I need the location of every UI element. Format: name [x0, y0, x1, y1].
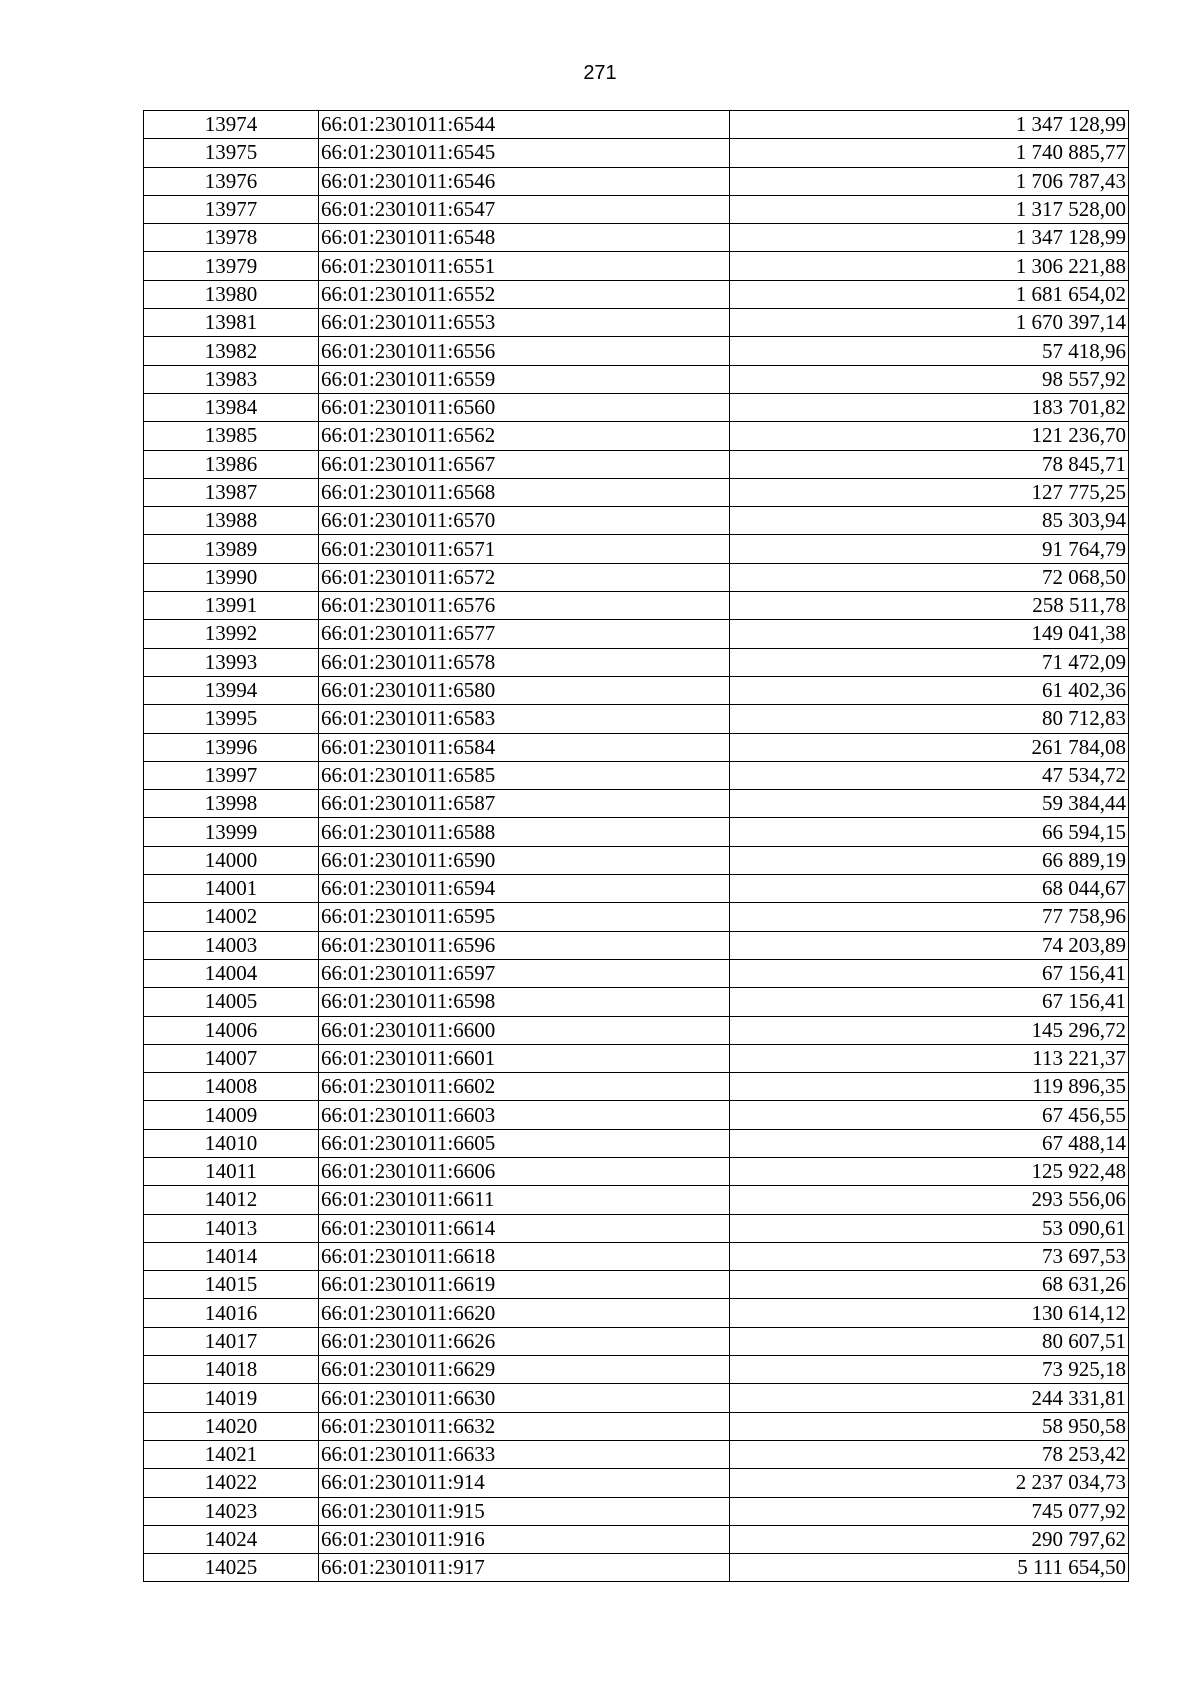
row-number-cell: 13987	[144, 478, 319, 506]
cadastral-value-cell: 121 236,70	[730, 422, 1129, 450]
table-row	[144, 733, 1129, 761]
cadastral-number-cell: 66:01:2301011:6590	[319, 846, 730, 874]
row-number-cell: 14003	[144, 931, 319, 959]
page-number: 271	[583, 62, 617, 84]
cadastral-value-cell: 1 681 654,02	[730, 280, 1129, 308]
cadastral-number-cell: 66:01:2301011:6551	[319, 252, 730, 280]
row-number-cell: 13978	[144, 224, 319, 252]
cadastral-value-table	[143, 110, 1129, 1582]
cadastral-value-cell: 258 511,78	[730, 592, 1129, 620]
cadastral-value-cell: 68 044,67	[730, 875, 1129, 903]
cadastral-number-cell: 66:01:2301011:6602	[319, 1073, 730, 1101]
cadastral-value-cell: 1 347 128,99	[730, 224, 1129, 252]
row-number-cell: 14007	[144, 1044, 319, 1072]
cadastral-number-cell: 66:01:2301011:6630	[319, 1384, 730, 1412]
cadastral-value-cell: 73 697,53	[730, 1242, 1129, 1270]
table-row	[144, 1214, 1129, 1242]
table-row	[144, 563, 1129, 591]
cadastral-number-cell: 66:01:2301011:6572	[319, 563, 730, 591]
row-number-cell: 14008	[144, 1073, 319, 1101]
cadastral-value-cell: 71 472,09	[730, 648, 1129, 676]
cadastral-value-cell: 183 701,82	[730, 393, 1129, 421]
row-number-cell: 13974	[144, 111, 319, 139]
table-row	[144, 252, 1129, 280]
cadastral-value-cell: 290 797,62	[730, 1525, 1129, 1553]
row-number-cell: 13982	[144, 337, 319, 365]
cadastral-number-cell: 66:01:2301011:6587	[319, 790, 730, 818]
table-row	[144, 676, 1129, 704]
cadastral-value-cell: 80 607,51	[730, 1327, 1129, 1355]
row-number-cell: 13983	[144, 365, 319, 393]
cadastral-number-cell: 66:01:2301011:6585	[319, 761, 730, 789]
cadastral-number-cell: 66:01:2301011:6559	[319, 365, 730, 393]
row-number-cell: 14024	[144, 1525, 319, 1553]
row-number-cell: 14001	[144, 875, 319, 903]
row-number-cell: 13997	[144, 761, 319, 789]
cadastral-value-cell: 47 534,72	[730, 761, 1129, 789]
table-row	[144, 1101, 1129, 1129]
table-row	[144, 959, 1129, 987]
table-row	[144, 365, 1129, 393]
table-row	[144, 1157, 1129, 1185]
cadastral-value-cell: 130 614,12	[730, 1299, 1129, 1327]
cadastral-number-cell: 66:01:2301011:914	[319, 1469, 730, 1497]
cadastral-value-cell: 67 488,14	[730, 1129, 1129, 1157]
cadastral-number-cell: 66:01:2301011:6560	[319, 393, 730, 421]
table-row	[144, 1186, 1129, 1214]
row-number-cell: 13984	[144, 393, 319, 421]
table-row	[144, 224, 1129, 252]
table-row	[144, 875, 1129, 903]
cadastral-number-cell: 66:01:2301011:6553	[319, 309, 730, 337]
row-number-cell: 14021	[144, 1440, 319, 1468]
cadastral-value-cell: 57 418,96	[730, 337, 1129, 365]
cadastral-value-cell: 1 740 885,77	[730, 139, 1129, 167]
cadastral-number-cell: 66:01:2301011:6594	[319, 875, 730, 903]
table-row	[144, 620, 1129, 648]
table-row	[144, 1440, 1129, 1468]
cadastral-number-cell: 66:01:2301011:6633	[319, 1440, 730, 1468]
table-row	[144, 1016, 1129, 1044]
row-number-cell: 14010	[144, 1129, 319, 1157]
table-row	[144, 535, 1129, 563]
table-row	[144, 393, 1129, 421]
cadastral-number-cell: 66:01:2301011:6562	[319, 422, 730, 450]
row-number-cell: 14025	[144, 1554, 319, 1582]
row-number-cell: 13995	[144, 705, 319, 733]
table-row	[144, 309, 1129, 337]
row-number-cell: 13979	[144, 252, 319, 280]
row-number-cell: 14000	[144, 846, 319, 874]
table-row	[144, 846, 1129, 874]
cadastral-number-cell: 66:01:2301011:6620	[319, 1299, 730, 1327]
cadastral-number-cell: 66:01:2301011:6600	[319, 1016, 730, 1044]
cadastral-value-cell: 1 670 397,14	[730, 309, 1129, 337]
cadastral-value-cell: 59 384,44	[730, 790, 1129, 818]
cadastral-value-cell: 113 221,37	[730, 1044, 1129, 1072]
cadastral-value-cell: 74 203,89	[730, 931, 1129, 959]
cadastral-number-cell: 66:01:2301011:6552	[319, 280, 730, 308]
cadastral-number-cell: 66:01:2301011:6547	[319, 195, 730, 223]
cadastral-value-cell: 125 922,48	[730, 1157, 1129, 1185]
row-number-cell: 14020	[144, 1412, 319, 1440]
row-number-cell: 13989	[144, 535, 319, 563]
cadastral-value-cell: 61 402,36	[730, 676, 1129, 704]
table-row	[144, 1554, 1129, 1582]
row-number-cell: 13999	[144, 818, 319, 846]
table-row	[144, 1299, 1129, 1327]
row-number-cell: 13990	[144, 563, 319, 591]
row-number-cell: 14004	[144, 959, 319, 987]
table-row	[144, 790, 1129, 818]
table-body	[144, 111, 1129, 1582]
cadastral-value-cell: 78 845,71	[730, 450, 1129, 478]
cadastral-value-cell: 145 296,72	[730, 1016, 1129, 1044]
cadastral-value-cell: 80 712,83	[730, 705, 1129, 733]
cadastral-number-cell: 66:01:2301011:6603	[319, 1101, 730, 1129]
cadastral-number-cell: 66:01:2301011:6626	[319, 1327, 730, 1355]
table-row	[144, 422, 1129, 450]
row-number-cell: 14016	[144, 1299, 319, 1327]
cadastral-value-cell: 58 950,58	[730, 1412, 1129, 1440]
row-number-cell: 14006	[144, 1016, 319, 1044]
row-number-cell: 14013	[144, 1214, 319, 1242]
row-number-cell: 14009	[144, 1101, 319, 1129]
table-row	[144, 195, 1129, 223]
cadastral-number-cell: 66:01:2301011:6601	[319, 1044, 730, 1072]
table-row	[144, 1497, 1129, 1525]
cadastral-value-cell: 2 237 034,73	[730, 1469, 1129, 1497]
table-row	[144, 1073, 1129, 1101]
table-row	[144, 167, 1129, 195]
row-number-cell: 14002	[144, 903, 319, 931]
cadastral-value-cell: 66 594,15	[730, 818, 1129, 846]
row-number-cell: 13996	[144, 733, 319, 761]
cadastral-number-cell: 66:01:2301011:915	[319, 1497, 730, 1525]
cadastral-value-cell: 73 925,18	[730, 1356, 1129, 1384]
cadastral-number-cell: 66:01:2301011:6614	[319, 1214, 730, 1242]
cadastral-number-cell: 66:01:2301011:6605	[319, 1129, 730, 1157]
cadastral-number-cell: 66:01:2301011:917	[319, 1554, 730, 1582]
cadastral-number-cell: 66:01:2301011:6548	[319, 224, 730, 252]
cadastral-number-cell: 66:01:2301011:6606	[319, 1157, 730, 1185]
row-number-cell: 14017	[144, 1327, 319, 1355]
table-row	[144, 1356, 1129, 1384]
cadastral-number-cell: 66:01:2301011:6584	[319, 733, 730, 761]
cadastral-value-cell: 67 456,55	[730, 1101, 1129, 1129]
table-row	[144, 931, 1129, 959]
cadastral-number-cell: 66:01:2301011:6598	[319, 988, 730, 1016]
row-number-cell: 13986	[144, 450, 319, 478]
cadastral-number-cell: 66:01:2301011:6545	[319, 139, 730, 167]
table-row	[144, 450, 1129, 478]
cadastral-number-cell: 66:01:2301011:6567	[319, 450, 730, 478]
cadastral-number-cell: 66:01:2301011:6619	[319, 1271, 730, 1299]
cadastral-value-cell: 53 090,61	[730, 1214, 1129, 1242]
row-number-cell: 13998	[144, 790, 319, 818]
table-row	[144, 1242, 1129, 1270]
cadastral-value-cell: 127 775,25	[730, 478, 1129, 506]
table-row	[144, 337, 1129, 365]
table-row	[144, 280, 1129, 308]
row-number-cell: 13975	[144, 139, 319, 167]
cadastral-number-cell: 66:01:2301011:6576	[319, 592, 730, 620]
table-row	[144, 1384, 1129, 1412]
row-number-cell: 13980	[144, 280, 319, 308]
table-row	[144, 648, 1129, 676]
table-row	[144, 818, 1129, 846]
row-number-cell: 14022	[144, 1469, 319, 1497]
cadastral-number-cell: 66:01:2301011:6556	[319, 337, 730, 365]
cadastral-value-cell: 85 303,94	[730, 507, 1129, 535]
cadastral-value-cell: 244 331,81	[730, 1384, 1129, 1412]
row-number-cell: 14019	[144, 1384, 319, 1412]
table-row	[144, 478, 1129, 506]
table-row	[144, 592, 1129, 620]
cadastral-number-cell: 66:01:2301011:6580	[319, 676, 730, 704]
cadastral-number-cell: 66:01:2301011:6546	[319, 167, 730, 195]
cadastral-value-cell: 67 156,41	[730, 988, 1129, 1016]
cadastral-value-cell: 66 889,19	[730, 846, 1129, 874]
table-row	[144, 1525, 1129, 1553]
cadastral-value-cell: 1 317 528,00	[730, 195, 1129, 223]
table-row	[144, 139, 1129, 167]
cadastral-number-cell: 66:01:2301011:6632	[319, 1412, 730, 1440]
table-row	[144, 761, 1129, 789]
table-row	[144, 705, 1129, 733]
cadastral-value-cell: 261 784,08	[730, 733, 1129, 761]
cadastral-value-cell: 72 068,50	[730, 563, 1129, 591]
cadastral-number-cell: 66:01:2301011:6588	[319, 818, 730, 846]
table-row	[144, 988, 1129, 1016]
table-row	[144, 1129, 1129, 1157]
row-number-cell: 13991	[144, 592, 319, 620]
table-row	[144, 1469, 1129, 1497]
cadastral-number-cell: 66:01:2301011:6570	[319, 507, 730, 535]
cadastral-value-cell: 91 764,79	[730, 535, 1129, 563]
row-number-cell: 14005	[144, 988, 319, 1016]
table-row	[144, 1412, 1129, 1440]
row-number-cell: 14012	[144, 1186, 319, 1214]
table-row	[144, 507, 1129, 535]
table-row	[144, 903, 1129, 931]
cadastral-value-cell: 68 631,26	[730, 1271, 1129, 1299]
cadastral-number-cell: 66:01:2301011:6578	[319, 648, 730, 676]
cadastral-value-cell: 1 706 787,43	[730, 167, 1129, 195]
row-number-cell: 14018	[144, 1356, 319, 1384]
cadastral-value-cell: 1 347 128,99	[730, 111, 1129, 139]
cadastral-number-cell: 66:01:2301011:6544	[319, 111, 730, 139]
cadastral-number-cell: 66:01:2301011:6571	[319, 535, 730, 563]
row-number-cell: 13988	[144, 507, 319, 535]
table-row	[144, 1327, 1129, 1355]
cadastral-value-cell: 119 896,35	[730, 1073, 1129, 1101]
cadastral-number-cell: 66:01:2301011:6596	[319, 931, 730, 959]
cadastral-value-cell: 98 557,92	[730, 365, 1129, 393]
row-number-cell: 13994	[144, 676, 319, 704]
cadastral-number-cell: 66:01:2301011:6629	[319, 1356, 730, 1384]
row-number-cell: 13993	[144, 648, 319, 676]
row-number-cell: 13992	[144, 620, 319, 648]
table-row	[144, 1271, 1129, 1299]
cadastral-number-cell: 66:01:2301011:6611	[319, 1186, 730, 1214]
cadastral-value-cell: 745 077,92	[730, 1497, 1129, 1525]
row-number-cell: 14015	[144, 1271, 319, 1299]
cadastral-number-cell: 66:01:2301011:6595	[319, 903, 730, 931]
cadastral-value-cell: 67 156,41	[730, 959, 1129, 987]
cadastral-value-cell: 149 041,38	[730, 620, 1129, 648]
row-number-cell: 13981	[144, 309, 319, 337]
cadastral-number-cell: 66:01:2301011:6577	[319, 620, 730, 648]
cadastral-number-cell: 66:01:2301011:6583	[319, 705, 730, 733]
cadastral-number-cell: 66:01:2301011:6597	[319, 959, 730, 987]
cadastral-number-cell: 66:01:2301011:6568	[319, 478, 730, 506]
row-number-cell: 13985	[144, 422, 319, 450]
row-number-cell: 13977	[144, 195, 319, 223]
cadastral-number-cell: 66:01:2301011:6618	[319, 1242, 730, 1270]
row-number-cell: 14023	[144, 1497, 319, 1525]
row-number-cell: 13976	[144, 167, 319, 195]
cadastral-value-cell: 1 306 221,88	[730, 252, 1129, 280]
cadastral-value-cell: 77 758,96	[730, 903, 1129, 931]
table-row	[144, 1044, 1129, 1072]
row-number-cell: 14011	[144, 1157, 319, 1185]
row-number-cell: 14014	[144, 1242, 319, 1270]
cadastral-value-cell: 293 556,06	[730, 1186, 1129, 1214]
table-row	[144, 111, 1129, 139]
cadastral-value-cell: 78 253,42	[730, 1440, 1129, 1468]
cadastral-value-cell: 5 111 654,50	[730, 1554, 1129, 1582]
cadastral-number-cell: 66:01:2301011:916	[319, 1525, 730, 1553]
